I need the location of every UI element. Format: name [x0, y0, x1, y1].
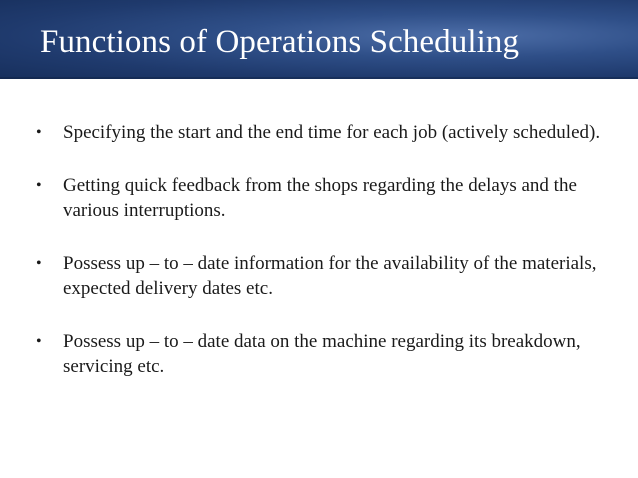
bullet-item-2	[34, 173, 609, 223]
slide-title: Functions of Operations Scheduling	[40, 24, 520, 60]
bullet-text-1: Specifying the start and the end time for each job (actively scheduled).	[63, 122, 601, 143]
bullet-icon: •	[36, 177, 42, 194]
bullet-icon: •	[36, 124, 42, 141]
bullet-icon: •	[36, 333, 42, 350]
bullet-item-3	[34, 251, 609, 301]
bullet-item-1	[34, 120, 609, 145]
bullet-icon: •	[36, 255, 42, 272]
bullet-list	[34, 120, 609, 379]
bullet-text-4: Possess up – to – date data on the machine regarding its breakdown, servicing etc.	[63, 331, 581, 377]
bullet-item-4	[34, 329, 609, 379]
bullet-text-3: Possess up – to – date information for the availability of the materials, expected delivery dates etc.	[63, 253, 597, 299]
bullet-text-2: Getting quick feedback from the shops regarding the delays and the various interruptions.	[63, 175, 577, 221]
title-bar	[0, 0, 638, 79]
